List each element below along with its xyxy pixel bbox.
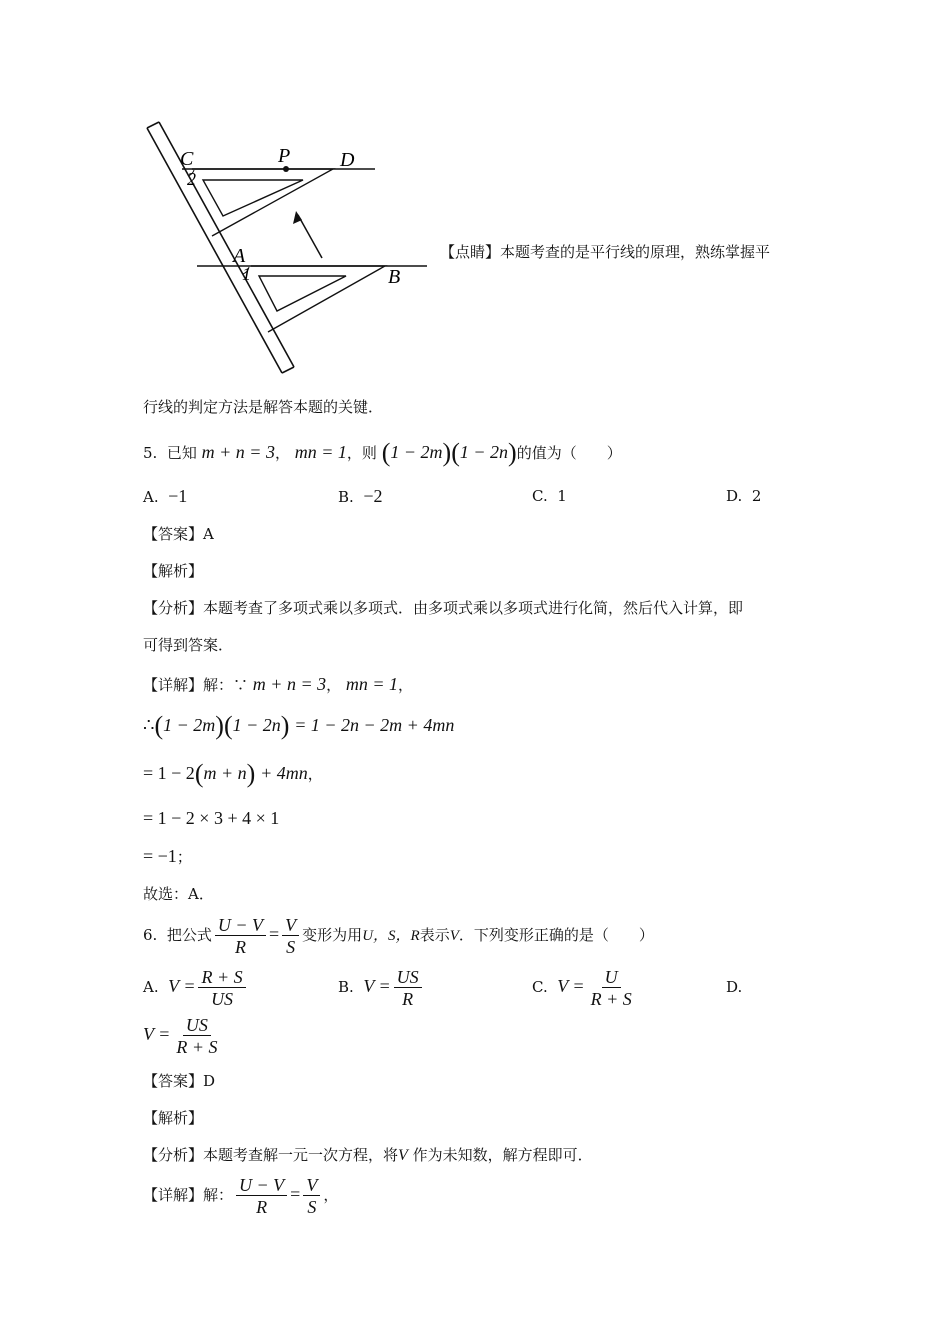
question-6-number: 6.	[143, 926, 158, 944]
label-angle-2: 2	[187, 169, 196, 189]
q5-step-3: = 1 − 2 × 3 + 4 × 1	[143, 808, 280, 828]
question-5-number: 5.	[143, 444, 158, 462]
q5-condition-2: mn = 1	[294, 442, 347, 462]
label-p: P	[278, 145, 291, 167]
parallel-lines-figure	[130, 120, 440, 385]
q5-conclusion: 故选：A．	[143, 885, 214, 903]
label-c: C	[180, 148, 194, 170]
q5-option-a: A. −1	[143, 486, 188, 506]
q5-answer: 【答案】A	[143, 525, 214, 543]
label-d: D	[340, 149, 355, 171]
q6-formula-rhs: $\frac{V}{S}$	[282, 915, 299, 958]
q5-option-d: D. 2	[726, 487, 762, 505]
question-5-stem: 5. 已知 m + n = 3， mn = 1，则 (1 − 2m)(1 − 2n)的值为（ ）	[143, 438, 622, 467]
q6-analysis: 【分析】本题考查解一元一次方程，将V 作为未知数，解方程即可．	[143, 1146, 593, 1164]
q5-analysis-heading: 【解析】	[143, 562, 204, 580]
question-6-stem: 6. 把公式 $\frac{U - V}{R}$ = $\frac{V}{S}$ 变形为用U，S，R表示V．下列变形正确的是（ ）	[143, 914, 654, 957]
q5-detail-intro: 【详解】解：∵ m + n = 3， mn = 1，	[143, 674, 414, 694]
q6-detail: 【详解】解： $\frac{U - V}{R}$ = $\frac{V}{S}$ ，	[143, 1174, 339, 1217]
q5-step-2: = 1 − 2(m + n) + 4mn，	[143, 759, 323, 788]
q5-condition-1: m + n = 3	[201, 442, 275, 462]
q6-formula-lhs: $\frac{U - V}{R}$	[215, 915, 266, 958]
tip-line-2: 行线的判定方法是解答本题的关键．	[143, 398, 384, 416]
q6-option-b: B. V = $\frac{US}{R}$	[338, 964, 425, 1010]
label-angle-1: 1	[242, 264, 251, 284]
q5-step-4: = −1；	[143, 846, 192, 866]
q5-factor-1: 1 − 2m	[390, 442, 443, 462]
q6-option-c: C. V = $\frac{U}{R + S}$	[532, 966, 632, 1009]
q5-option-c: C. 1	[532, 487, 567, 505]
q6-option-d: V = $\frac{US}{R + S}$	[143, 1014, 218, 1057]
q6-option-a: A. V = $\frac{R + S}{US}$	[143, 964, 249, 1010]
q5-factor-2: 1 − 2n	[459, 442, 509, 462]
label-a: A	[233, 245, 246, 267]
q6-answer: 【答案】D	[143, 1072, 216, 1090]
q6-analysis-heading: 【解析】	[143, 1109, 204, 1127]
q5-step-1: ∴(1 − 2m)(1 − 2n) = 1 − 2n − 2m + 4mn	[143, 711, 455, 740]
q5-option-b: B. −2	[338, 486, 383, 506]
label-b: B	[388, 266, 401, 288]
q5-analysis-line-1: 【分析】本题考查了多项式乘以多项式．由多项式乘以多项式进行化简，然后代入计算，即	[143, 599, 744, 617]
q6-option-d-label: D.	[726, 978, 743, 996]
q5-analysis-line-2: 可得到答案．	[143, 636, 234, 654]
tip-line-1: 【点睛】本题考查的是平行线的原理，熟练掌握平	[440, 243, 771, 261]
